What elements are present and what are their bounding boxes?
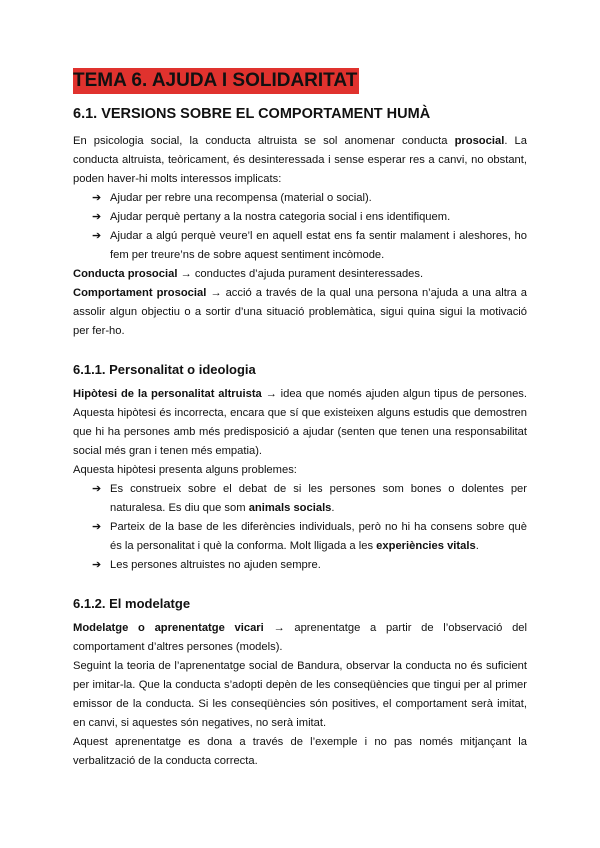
document-title: TEMA 6. AJUDA I SOLIDARITAT bbox=[73, 68, 359, 94]
definition-term: Comportament prosocial bbox=[73, 287, 207, 299]
definition-comportament-prosocial bbox=[73, 284, 527, 341]
list-item-text-end: . bbox=[331, 502, 335, 514]
list-item bbox=[92, 556, 527, 575]
problems-intro: Aquesta hipòtesi presenta alguns problemes: bbox=[73, 464, 297, 476]
list-item bbox=[92, 208, 527, 227]
bandura-paragraph: Seguint la teoria de l’aprenentatge social de Bandura, observar la conducta no és suficient per imitar-la. Que la conducta s’adopti depèn de les conseqüències que tingui per al primer emissor de la conducta. Si les conseqüències són positives, el comportament serà imitat, en canvi, si aquestes són negatives, no serà imitat. bbox=[73, 660, 527, 729]
subsection-title-personalitat: 6.1.1. Personalitat o ideologia bbox=[73, 362, 256, 377]
list-item bbox=[92, 480, 527, 518]
list-item-text: Es construeix sobre el debat de si les persones som bones o dolentes per naturalesa. Es diu que som bbox=[110, 483, 527, 514]
definition-term: Modelatge o aprenentatge vicari bbox=[73, 622, 264, 634]
definition-text: → idea que només ajuden algun tipus de persones. Aquesta hipòtesi és incorrecta, encara que sí que existeixen alguns estudis que demostren que hi ha persones amb més predisposició a ajudar (senten que tenen una responsabilitat social més gran i tenen més empatia). bbox=[73, 388, 528, 457]
list-item-text: Parteix de la base de les diferències individuals, però no hi ha consens sobre què és la personalitat i què la conforma. Molt lligada a les bbox=[110, 521, 527, 552]
list-item-text: Ajudar perquè pertany a la nostra categoria social i ens identifiquem. bbox=[110, 211, 451, 223]
definition-term: Hipòtesi de la personalitat altruista bbox=[73, 388, 262, 400]
definition-conducta-prosocial bbox=[73, 265, 527, 284]
definition-text: → aprenentatge a partir de l’observació del comportament d’altres persones (models). bbox=[73, 622, 527, 653]
list-item-text-end: . bbox=[475, 540, 479, 552]
list-item-text: Ajudar per rebre una recompensa (material o social). bbox=[110, 192, 372, 204]
definition-term: Conducta prosocial bbox=[73, 268, 178, 280]
hipotesi-paragraph bbox=[73, 385, 527, 461]
intro-paragraph bbox=[73, 132, 527, 189]
list-item-emphasis: experiències vitals bbox=[376, 540, 476, 552]
subsection-title-modelatge: 6.1.2. El modelatge bbox=[73, 596, 191, 611]
arrow-icon: ➔ bbox=[92, 192, 102, 204]
definition-text: → conductes d’ajuda purament desinteressades. bbox=[177, 268, 424, 280]
arrow-icon: ➔ bbox=[92, 559, 102, 571]
section-title: 6.1. VERSIONS SOBRE EL COMPORTAMENT HUMÀ bbox=[73, 106, 431, 122]
document-page bbox=[73, 68, 527, 771]
list-item-text: Les persones altruistes no ajuden sempre. bbox=[110, 559, 321, 571]
intro-term: prosocial bbox=[454, 135, 505, 147]
list-item-emphasis: animals socials bbox=[248, 502, 332, 514]
definition-text: → acció a través de la qual una persona n’ajuda a una altra a assolir algun objectiu o a sortir d’una situació problemàtica, sigui quina sigui la motivació per fer-ho. bbox=[73, 287, 528, 337]
list-item bbox=[92, 227, 527, 265]
arrow-icon: ➔ bbox=[92, 230, 102, 242]
list-item-text: Ajudar a algú perquè veure’l en aquell estat ens fa sentir malament i aleshores, ho fem per treure’ns de sobre aquest sentiment incòmode. bbox=[110, 230, 527, 261]
interests-list bbox=[73, 189, 527, 265]
exemple-paragraph: Aquest aprenentatge es dona a través de l’exemple i no pas només mitjançant la verbalització de la conducta correcta. bbox=[73, 736, 527, 767]
list-item bbox=[92, 518, 527, 556]
arrow-icon: ➔ bbox=[92, 483, 102, 495]
intro-text: En psicologia social, la conducta altruista se sol anomenar conducta bbox=[73, 135, 455, 147]
list-item bbox=[92, 189, 527, 208]
problems-list bbox=[73, 480, 527, 575]
arrow-icon: ➔ bbox=[92, 521, 102, 533]
arrow-icon: ➔ bbox=[92, 211, 102, 223]
intro-text-end: . La conducta altruista, teòricament, és desinteressada i sense esperar res a canvi, no obstant, poden haver-hi molts interessos implicats: bbox=[73, 135, 527, 185]
modelatge-paragraph bbox=[73, 619, 527, 657]
